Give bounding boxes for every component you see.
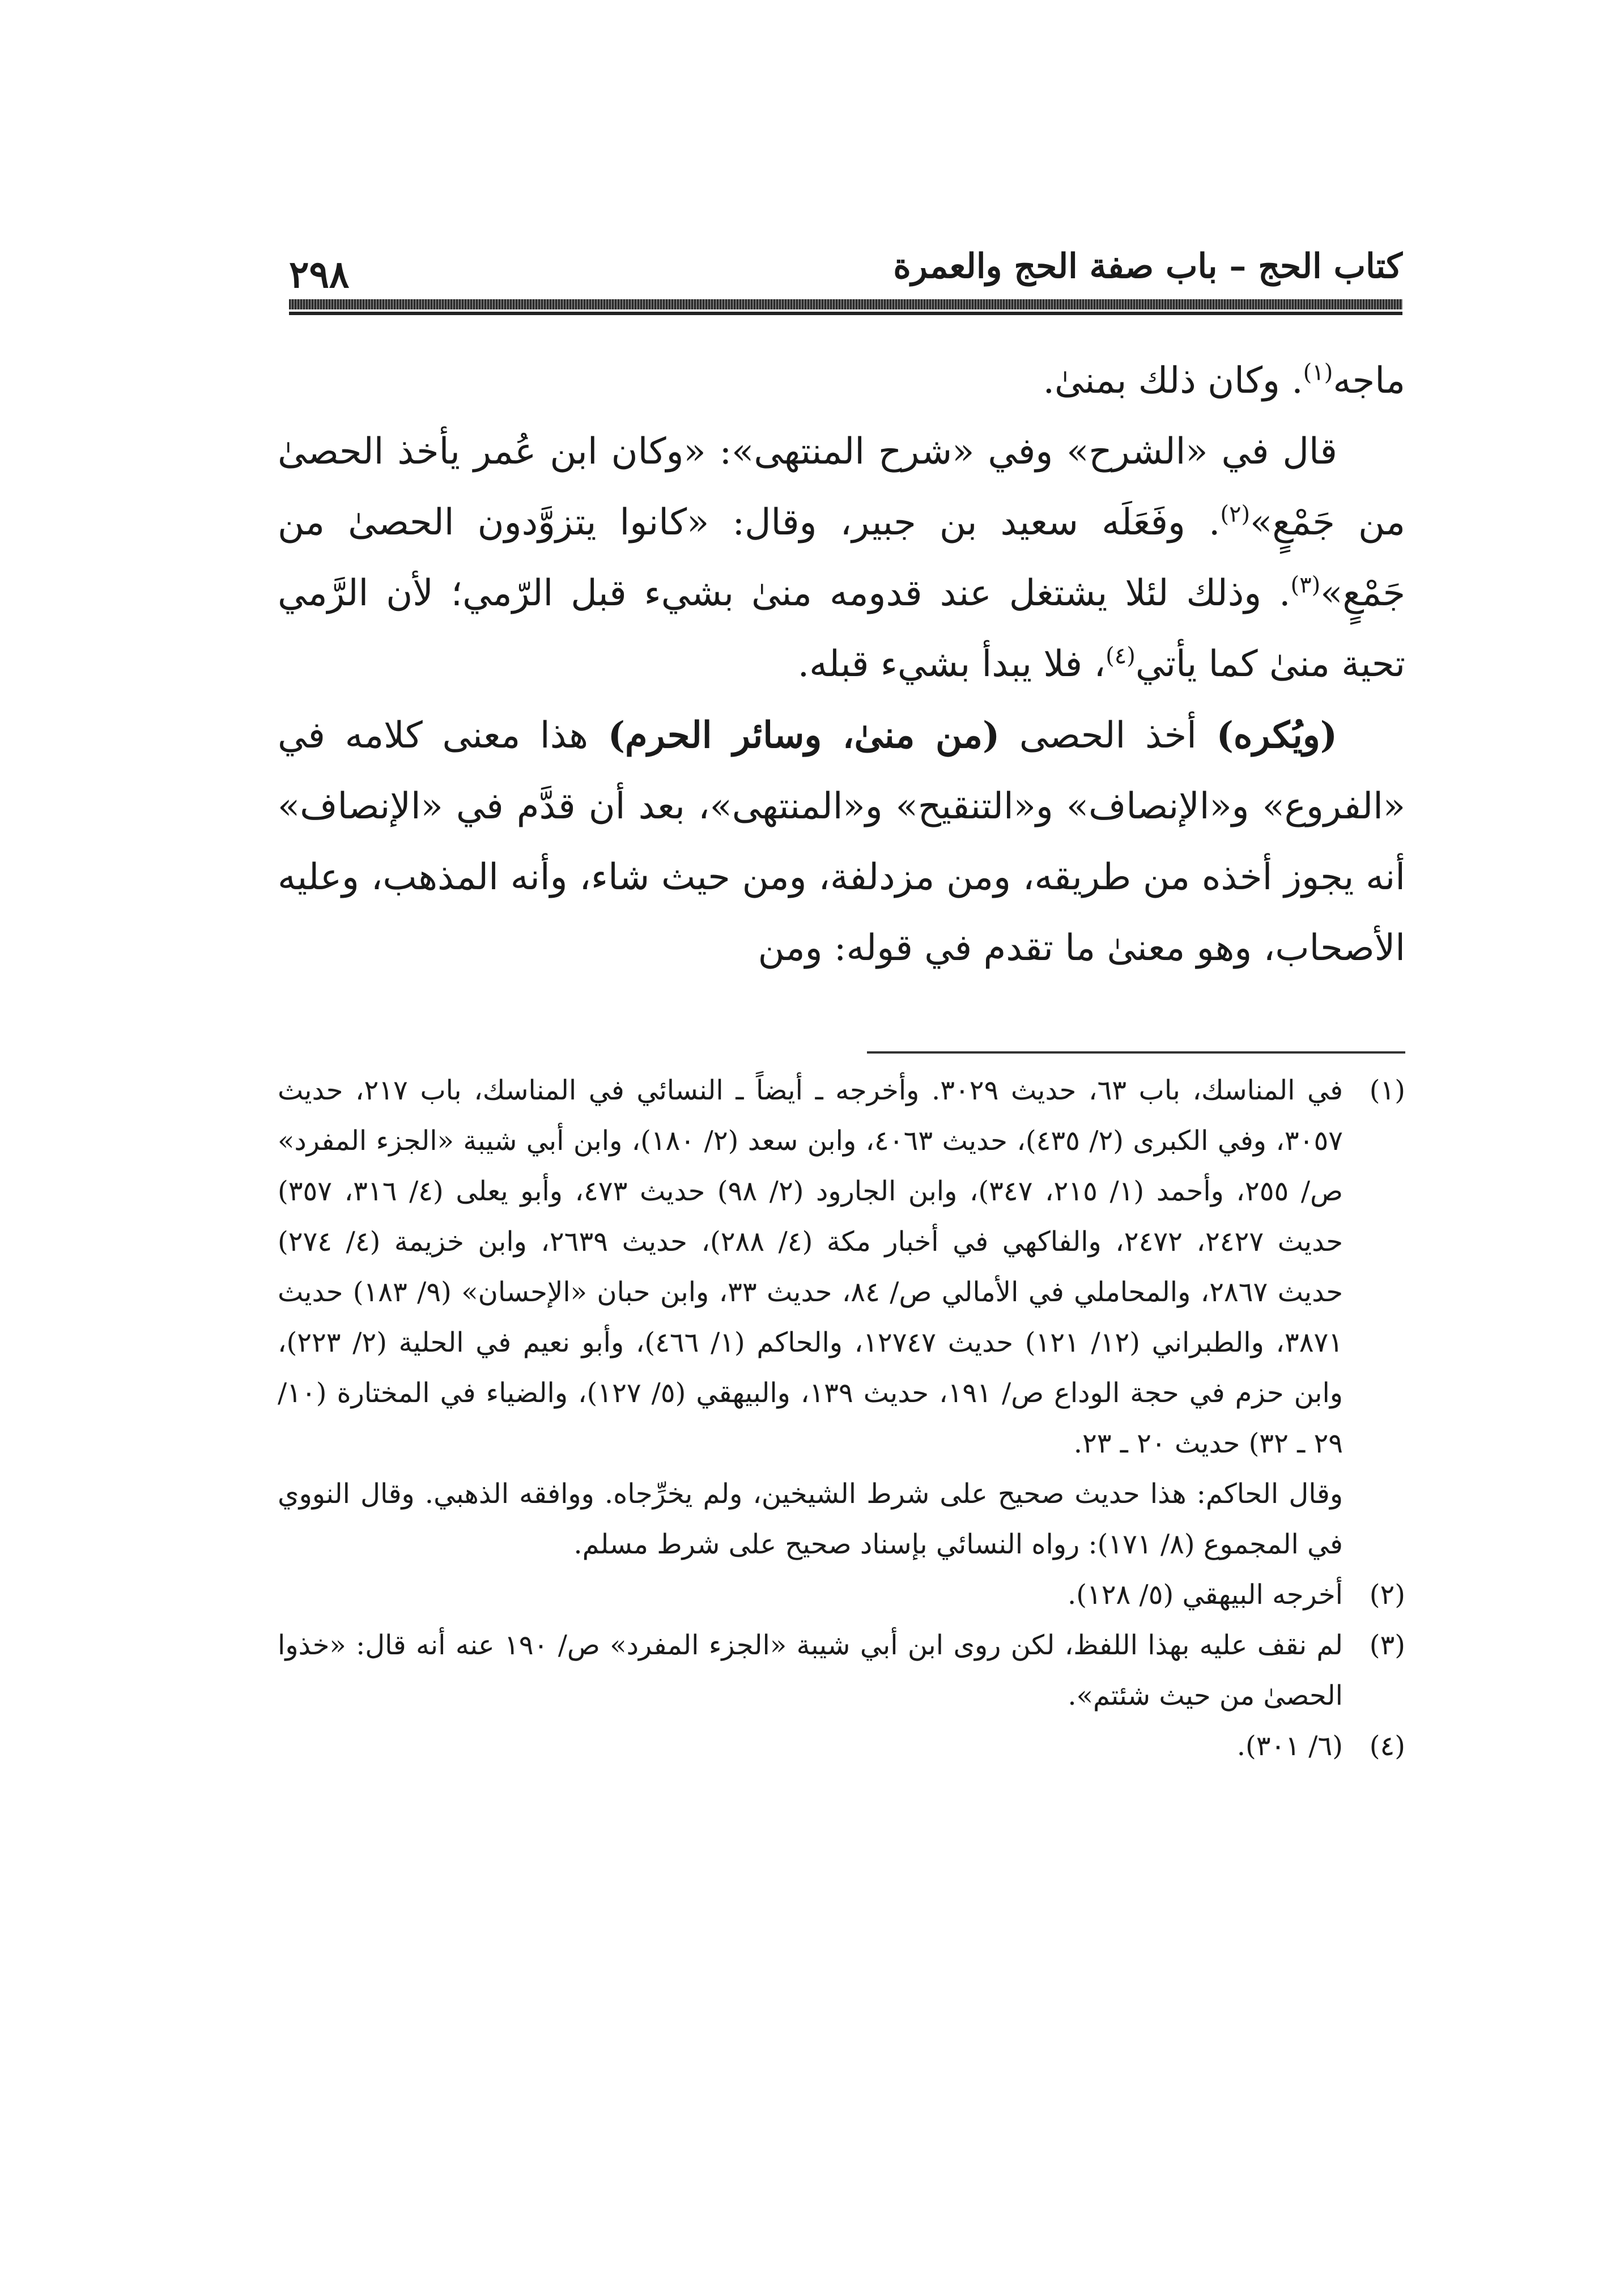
footnote-text: أخرجه البيهقي (٥/ ١٢٨).: [1067, 1579, 1343, 1611]
matn-phrase-1: (ويُكره): [1216, 714, 1338, 757]
footnote-3: [278, 1620, 1405, 1721]
matn-phrase-2: (من منىٰ، وسائر الحرم): [607, 714, 1000, 757]
footnote-ref-2: (٢): [1220, 501, 1251, 528]
footnote-2: [278, 1570, 1405, 1620]
footnote-number: (٤): [1369, 1730, 1405, 1762]
footnote-ref-3: (٣): [1290, 572, 1321, 598]
header-rule-thin: [289, 312, 1402, 315]
footnote-separator: [867, 1051, 1405, 1054]
footnote-text: لم نقف عليه بهذا اللفظ، لكن روى ابن أبي شيبة «الجزء المفرد» ص/ ١٩٠ عنه أنه قال: «خذوا الحصىٰ من حيث شئتم».: [278, 1629, 1344, 1712]
footnote-1: [278, 1065, 1405, 1469]
footnotes: [278, 1065, 1405, 1772]
paragraph-1: ماجه$^{(١)}$. وكان ذلك بمنىٰ.: [1043, 359, 1405, 402]
running-title: كتاب الحج – باب صفة الحج والعمرة: [893, 247, 1402, 286]
footnote-text: (٦/ ٣٠١).: [1236, 1730, 1343, 1762]
footnote-1-continuation: وقال الحاكم: هذا حديث صحيح على شرط الشيخين، ولم يخرِّجاه. ووافقه الذهبي. وقال النووي في المجموع (٨/ ١٧١): رواه النسائي بإسناد صحيح على شرط مسلم.: [278, 1478, 1343, 1560]
footnote-4: [278, 1721, 1405, 1772]
footnote-number: (٢): [1369, 1579, 1405, 1611]
paragraph-3: (ويُكره) أخذ الحصى (من منىٰ، وسائر الحرم) هذا معنى كلامه في «الفروع» و«الإنصاف» و«التنقيح» و«المنتهى»، بعد أن قدَّم في «الإنصاف» أنه يجوز أخذه من طريقه، ومن مزدلفة، ومن حيث شاء، وأنه المذهب، وعليه الأصحاب، وهو معنىٰ ما تقدم في قوله: ومن: [278, 714, 1405, 969]
footnote-number: (٣): [1369, 1629, 1405, 1661]
footnote-text: في المناسك، باب ٦٣، حديث ٣٠٢٩. وأخرجه ـ أيضاً ـ النسائي في المناسك، باب ٢١٧، حديث ٣٠٥٧، وفي الكبرى (٢/ ٤٣٥)، حديث ٤٠٦٣، وابن سعد (٢/ ١٨٠)، وابن أبي شيبة «الجزء المفرد» ص/ ٢٥٥، وأحمد (١/ ٢١٥، ٣٤٧)، وابن الجارود (٢/ ٩٨) حديث ٤٧٣، وأبو يعلى (٤/ ٣١٦، ٣٥٧) حديث ٢٤٢٧، ٢٤٧٢، والفاكهي في أخبار مكة (٤/ ٢٨٨)، حديث ٢٦٣٩، وابن خزيمة (٤/ ٢٧٤) حديث ٢٨٦٧، والمحاملي في الأمالي ص/ ٨٤، حديث ٣٣، وابن حبان «الإحسان» (٩/ ١٨٣) حديث ٣٨٧١، والطبراني (١٢/ ١٢١) حديث ١٢٧٤٧، والحاكم (١/ ٤٦٦)، وأبو نعيم في الحلية (٢/ ٢٢٣)، وابن حزم في حجة الوداع ص/ ١٩١، حديث ١٣٩، والبيهقي (٥/ ١٢٧)، والضياء في المختارة (١٠/ ٢٩ ـ ٣٢) حديث ٢٠ ـ ٢٣.: [278, 1075, 1344, 1459]
main-text: [278, 346, 1405, 984]
page-number: ٢٩٨: [289, 252, 350, 296]
paragraph-2: قال في «الشرح» وفي «شرح المنتهى»: «وكان ابن عُمر يأخذ الحصىٰ من جَمْعٍ»$^{(٢)}$. وفَعَلَه سعيد بن جبير، وقال: «كانوا يتزوَّدون الحصىٰ من جَمْعٍ»$^{(٣)}$. وذلك لئلا يشتغل عند قدومه منىٰ بشيء قبل الرّمي؛ لأن الرَّمي تحية منىٰ كما يأتي$^{(٤)}$، فلا يبدأ بشيء قبله.: [278, 431, 1406, 685]
footnote-ref-1: (١): [1303, 359, 1333, 386]
header-rule-thick: [289, 299, 1402, 309]
running-header: [289, 247, 1402, 298]
footnote-number: (١): [1369, 1075, 1405, 1106]
footnote-ref-4: (٤): [1106, 643, 1136, 669]
